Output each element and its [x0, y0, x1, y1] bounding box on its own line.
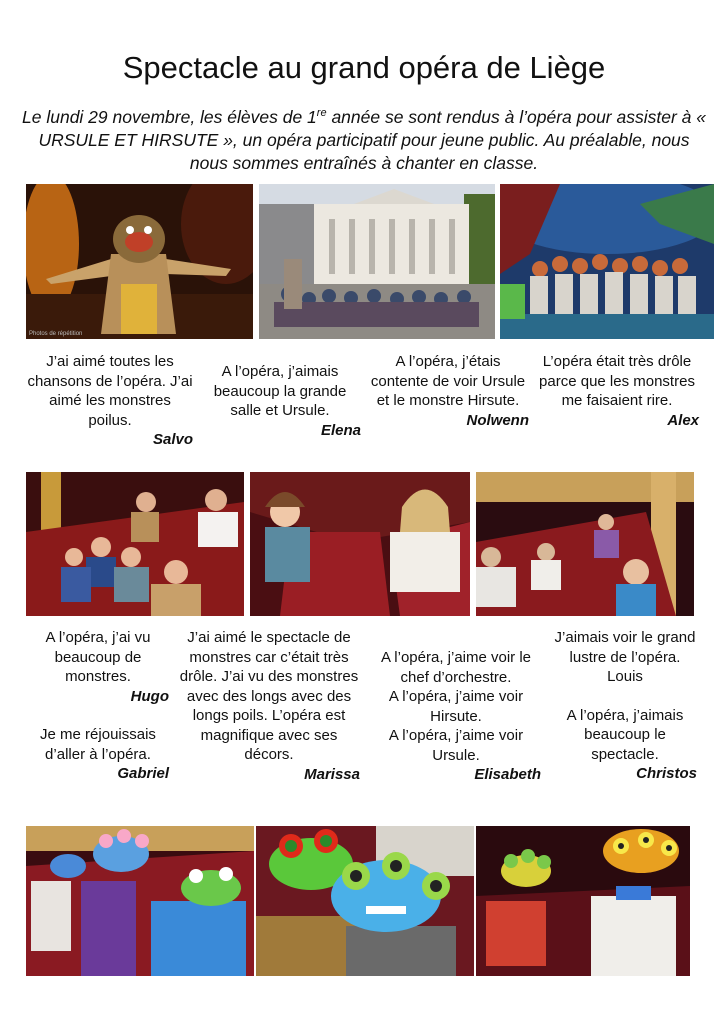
comment-author: Salvo [152, 431, 193, 448]
page-title: Spectacle au grand opéra de Liège [122, 50, 606, 85]
comment-elisabeth [371, 648, 541, 785]
comment-text: A l’opéra, j’aimais beaucoup la grande salle et Ursule. [213, 363, 347, 419]
photo-children-in-seats-1 [26, 472, 244, 616]
comment-author: Elena [320, 421, 361, 439]
comment-text: J’aimais voir le grand lustre de l’opéra. [554, 629, 696, 666]
photo-monster-masks-3 [476, 826, 690, 976]
comment-text: A l’opéra, j’ai vu beaucoup de monstres. [45, 629, 151, 685]
comment-text: Je me réjouissais d’aller à l’opéra. [40, 726, 156, 763]
comment-author: Marissa [304, 765, 360, 783]
photo-children-in-seats-2 [250, 472, 470, 616]
photo-hirsute-monster [26, 184, 253, 339]
comment-author: Hugo [130, 687, 169, 705]
comment-salvo [27, 352, 193, 450]
comment-alex [535, 352, 699, 430]
comments-column-4 [553, 628, 697, 784]
comment-marissa [178, 628, 360, 784]
comment-line: A l’opéra, j’aime voir le chef d’orchestre. [380, 649, 532, 686]
comment-line: A l’opéra, j’aime voir Ursule. [388, 727, 524, 764]
comment-text: J’ai aimé le spectacle de monstres car c’était très drôle. J’ai vu des monstres avec des longs avec des longs poils. L’opéra est magnifique avec ses décors. [179, 629, 359, 763]
comment-line: A l’opéra, j’aime voir Hirsute. [388, 688, 524, 725]
comment-author: Elisabeth [474, 766, 541, 783]
comment-text: A l’opéra, j’étais contente de voir Ursule et le monstre Hirsute. [370, 353, 526, 409]
photo-monster-masks-1 [26, 826, 254, 976]
comments-column-1 [27, 628, 169, 784]
photo-opera-building [259, 184, 495, 339]
comment-author: Nolwenn [466, 411, 529, 429]
comment-nolwenn [367, 352, 529, 430]
comment-elena [199, 362, 361, 440]
comment-author: Alex [667, 411, 699, 429]
intro-paragraph: Le lundi 29 novembre, les élèves de 1re année se sont rendus à l’opéra pour assister à « URSULE ET HIRSUTE », un opéra participatif pour jeune public. Au préalable, nous nous sommes entraînés à chanter en classe. [22, 106, 706, 173]
photo-credit: Photos de répétition [29, 331, 83, 337]
photo-monster-masks-2 [256, 826, 474, 976]
photo-children-in-seats-3 [476, 472, 694, 616]
photo-opera-stage [500, 184, 714, 339]
comment-text: L’opéra était très drôle parce que les monstres me faisaient rire. [539, 353, 695, 409]
comment-author: Gabriel [117, 765, 169, 782]
comment-text: J’ai aimé toutes les chansons de l’opéra. J’ai aimé les monstres poilus. [27, 353, 193, 429]
comment-author: Louis [607, 668, 643, 685]
comment-text: A l’opéra, j’aimais beaucoup le spectacle. [566, 706, 684, 763]
comment-author: Christos [636, 765, 697, 782]
